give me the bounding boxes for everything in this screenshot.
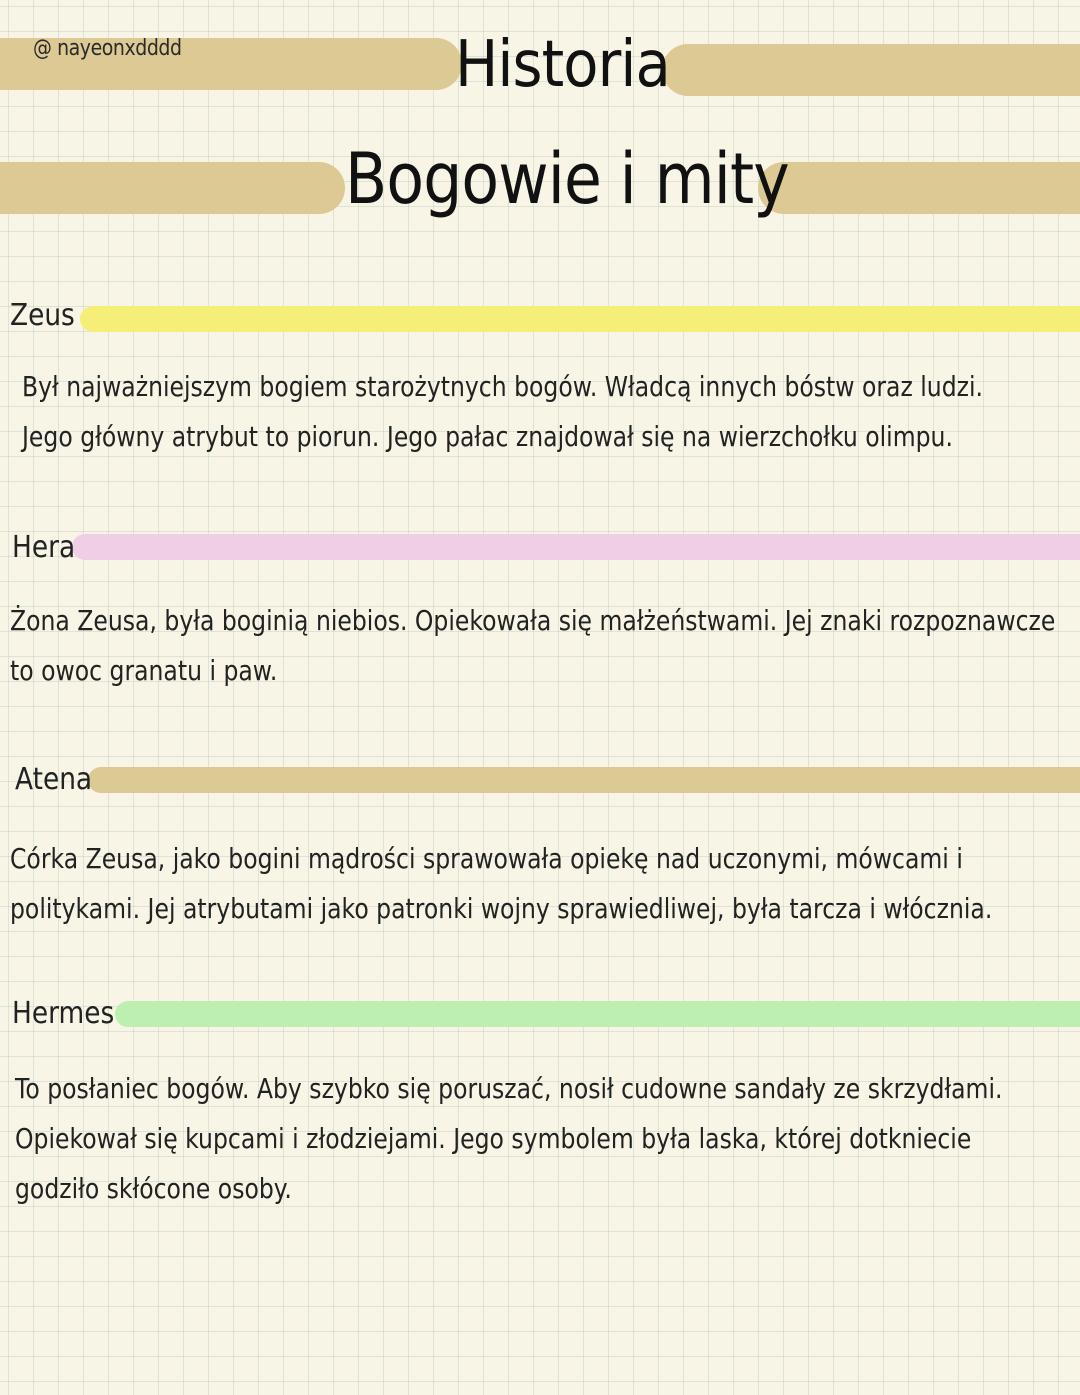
zeus-description-line-2: Jego główny atrybut to piorun. Jego pałac znajdował się na wierzchołku olimpu. <box>22 420 953 453</box>
subtitle-bar-left <box>0 162 345 214</box>
subtitle-bar-right <box>758 162 1080 214</box>
god-name-atena: Atena <box>15 762 93 797</box>
hera-description-line-2: to owoc granatu i paw. <box>10 654 278 687</box>
hera-description-line-1: Żona Zeusa, była boginią niebios. Opiekowała się małżeństwami. Jej znaki rozpoznawcze <box>10 604 1056 637</box>
page-title: Historia <box>455 28 670 102</box>
zeus-highlight-bar <box>80 306 1080 332</box>
god-name-hermes: Hermes <box>12 996 115 1031</box>
page-subtitle: Bogowie i mity <box>345 138 789 220</box>
hermes-description-line-3: godziło skłócone osoby. <box>15 1172 292 1205</box>
god-name-zeus: Zeus <box>10 298 75 333</box>
atena-highlight-bar <box>88 767 1080 793</box>
hera-highlight-bar <box>72 534 1080 560</box>
hermes-description-line-1: To posłaniec bogów. Aby szybko się poruszać, nosił cudowne sandały ze skrzydłami. <box>15 1072 1003 1105</box>
atena-description-line-1: Córka Zeusa, jako bogini mądrości sprawowała opiekę nad uczonymi, mówcami i <box>10 842 963 875</box>
god-name-hera: Hera <box>12 530 76 565</box>
author-handle: @ nayeonxdddd <box>33 36 182 61</box>
zeus-description-line-1: Był najważniejszym bogiem starożytnych bogów. Władcą innych bóstw oraz ludzi. <box>22 370 984 403</box>
hermes-description-line-2: Opiekował się kupcami i złodziejami. Jego symbolem była laska, której dotkniecie <box>15 1122 972 1155</box>
hermes-highlight-bar <box>115 1001 1080 1027</box>
atena-description-line-2: politykami. Jej atrybutami jako patronki wojny sprawiedliwej, była tarcza i włócznia. <box>10 892 993 925</box>
header-bar-right <box>662 44 1080 96</box>
